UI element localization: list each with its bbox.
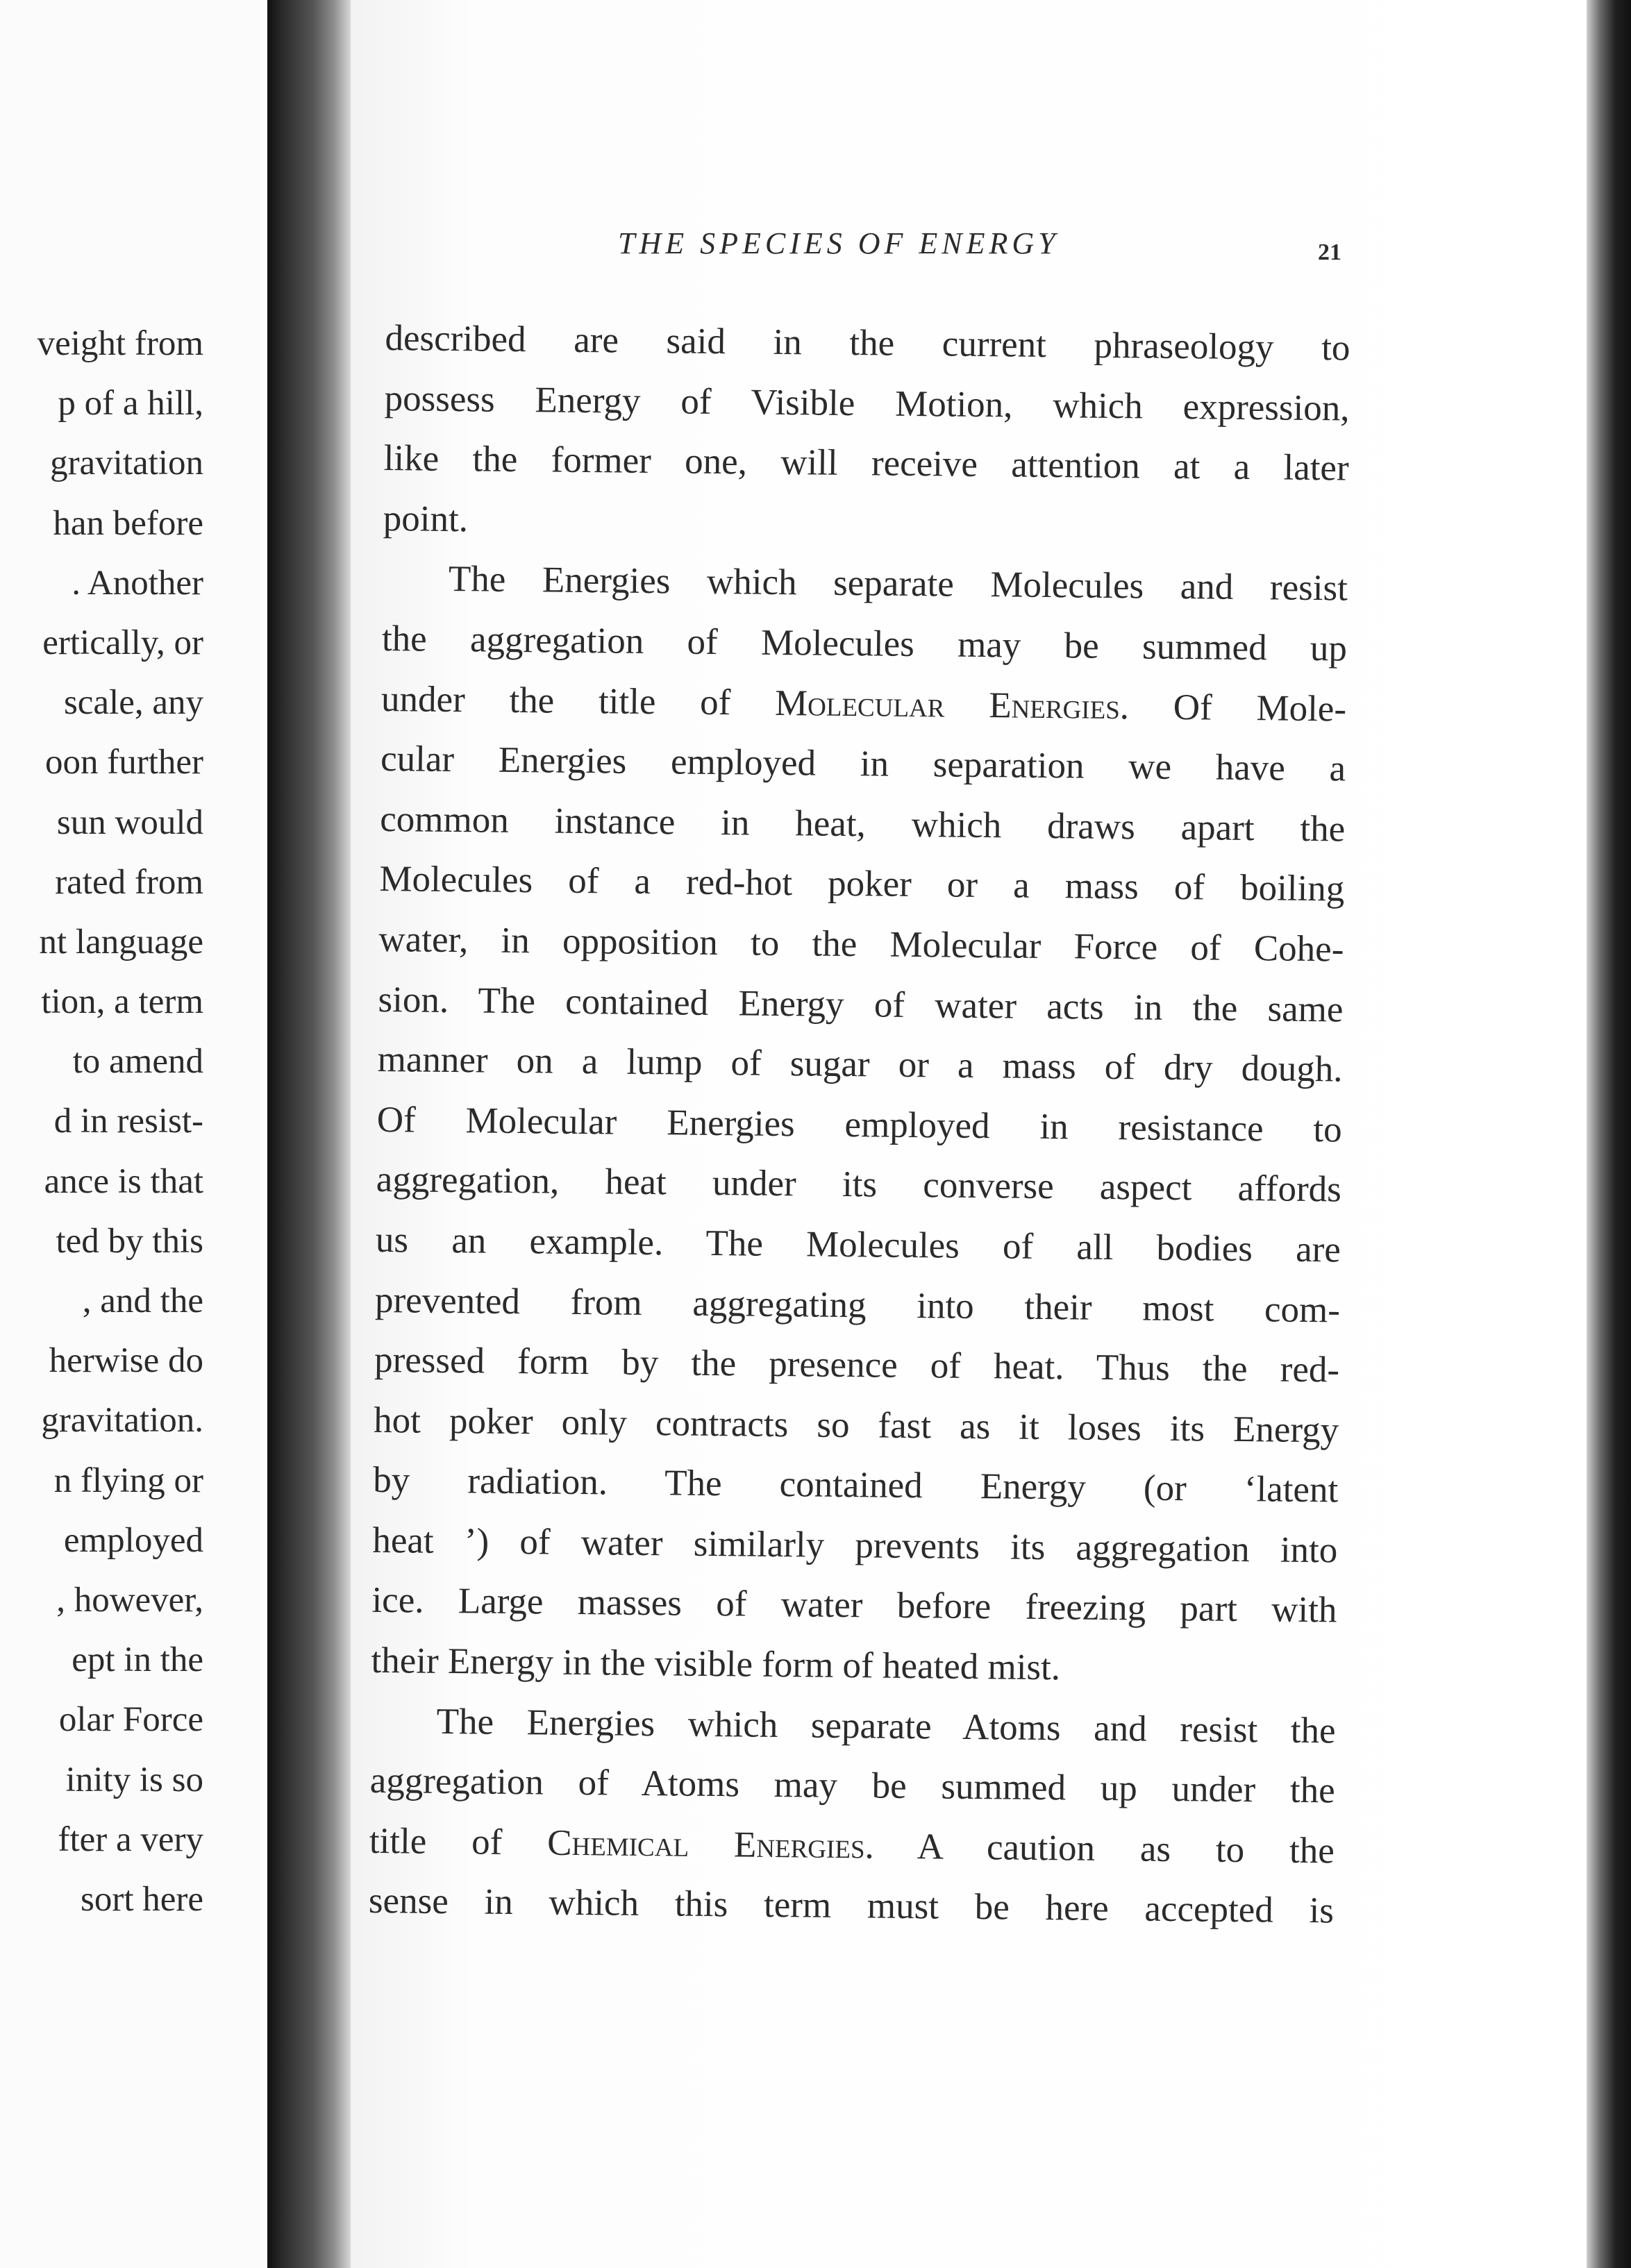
left-line: herwise do — [49, 1341, 203, 1381]
book-spine-shadow — [267, 0, 351, 2268]
left-line: employed — [63, 1520, 203, 1560]
left-line: oon further — [44, 743, 203, 782]
text-line: common instance in heat, which draws apart the — [379, 798, 1346, 850]
text-line: The Energies which separate Molecules and resist — [448, 559, 1348, 609]
body-text — [369, 308, 1350, 1941]
left-line: , and the — [82, 1282, 203, 1320]
left-line: p of a hill, — [58, 384, 203, 423]
left-line: ertically, or — [42, 623, 203, 662]
running-header: THE SPECIES OF ENERGY — [618, 226, 1060, 260]
left-line: fter a very — [58, 1820, 203, 1859]
left-line: nt language — [39, 922, 203, 961]
text-line: The Energies which separate Atoms and resist the — [436, 1701, 1336, 1752]
text-line: ice. Large masses of water before freezing part with — [371, 1580, 1337, 1631]
text-line: prevented from aggregating into their most com- — [374, 1279, 1341, 1330]
text-line: hot poker only contracts so fast as it loses its Energy — [373, 1400, 1339, 1451]
left-line: gravitation. — [41, 1401, 203, 1440]
text-line — [381, 669, 1347, 739]
text-line: like the former one, will receive attention at a later — [383, 438, 1349, 489]
left-line: . Another — [72, 563, 203, 603]
text-fragment: Of Mole- — [1128, 686, 1347, 730]
text-line: possess Energy of Visible Motion, which expression, — [384, 378, 1350, 429]
page-edge-shadow — [1587, 0, 1631, 2268]
text-fragment: title of — [369, 1820, 548, 1863]
page-number: 21 — [1318, 240, 1341, 265]
left-line: ted by this — [56, 1221, 203, 1261]
paragraph — [371, 548, 1348, 1701]
text-fragment: A caution as to the — [873, 1826, 1335, 1872]
text-line: heat ’) of water similarly prevents its aggregation into — [372, 1520, 1338, 1571]
left-line: gravitation — [50, 444, 203, 483]
paragraph — [369, 1691, 1337, 1942]
left-line: tion, a term — [41, 982, 203, 1022]
text-line: Molecules of a red-hot poker or a mass of boiling — [379, 859, 1345, 909]
text-line: point. — [383, 498, 469, 540]
paragraph — [383, 308, 1350, 559]
text-line: Of Molecular Energies employed in resistance to — [376, 1099, 1342, 1150]
left-line: sun would — [56, 803, 203, 842]
small-caps-term: Chemical Energies. — [546, 1822, 875, 1867]
left-line: rated from — [55, 862, 203, 902]
text-line: aggregation, heat under its converse aspect affords — [376, 1159, 1342, 1210]
text-line: us an example. The Molecules of all bodies are — [375, 1219, 1341, 1270]
text-line: the aggregation of Molecules may be summed up — [381, 618, 1348, 669]
left-line: scale, any — [63, 683, 203, 723]
text-line: pressed form by the presence of heat. Thus the red- — [374, 1340, 1340, 1391]
left-line: veight from — [37, 324, 203, 363]
text-line: described are said in the current phraseology to — [385, 317, 1350, 369]
text-line: their Energy in the visible form of heated mist. — [371, 1640, 1061, 1688]
text-line — [369, 1811, 1335, 1881]
text-line: manner on a lump of sugar or a mass of dry dough. — [377, 1039, 1343, 1090]
left-line: inity is so — [65, 1760, 203, 1799]
left-line: olar Force — [58, 1700, 203, 1740]
text-line: aggregation of Atoms may be summed up under the — [369, 1761, 1336, 1811]
left-page-text — [0, 314, 203, 1929]
text-fragment: under the title of — [380, 678, 776, 723]
left-line: d in resist- — [53, 1102, 203, 1141]
left-line: sort here — [80, 1879, 203, 1919]
text-line: cular Energies employed in separation we have a — [380, 739, 1346, 789]
left-line: n flying or — [53, 1461, 203, 1500]
text-line: by radiation. The contained Energy (or ‘latent — [373, 1460, 1339, 1511]
left-line: , however, — [56, 1580, 203, 1620]
text-line: water, in opposition to the Molecular Force of Cohe- — [378, 918, 1344, 970]
text-line: sense in which this term must be here accepted is — [368, 1881, 1335, 1931]
small-caps-term: Molecular Energies. — [774, 682, 1130, 727]
left-line: ance is that — [44, 1161, 203, 1201]
left-line: to amend — [72, 1042, 203, 1082]
left-line: han before — [53, 503, 203, 543]
text-line: sion. The contained Energy of water acts in the same — [378, 979, 1344, 1030]
left-line: ept in the — [72, 1640, 203, 1680]
